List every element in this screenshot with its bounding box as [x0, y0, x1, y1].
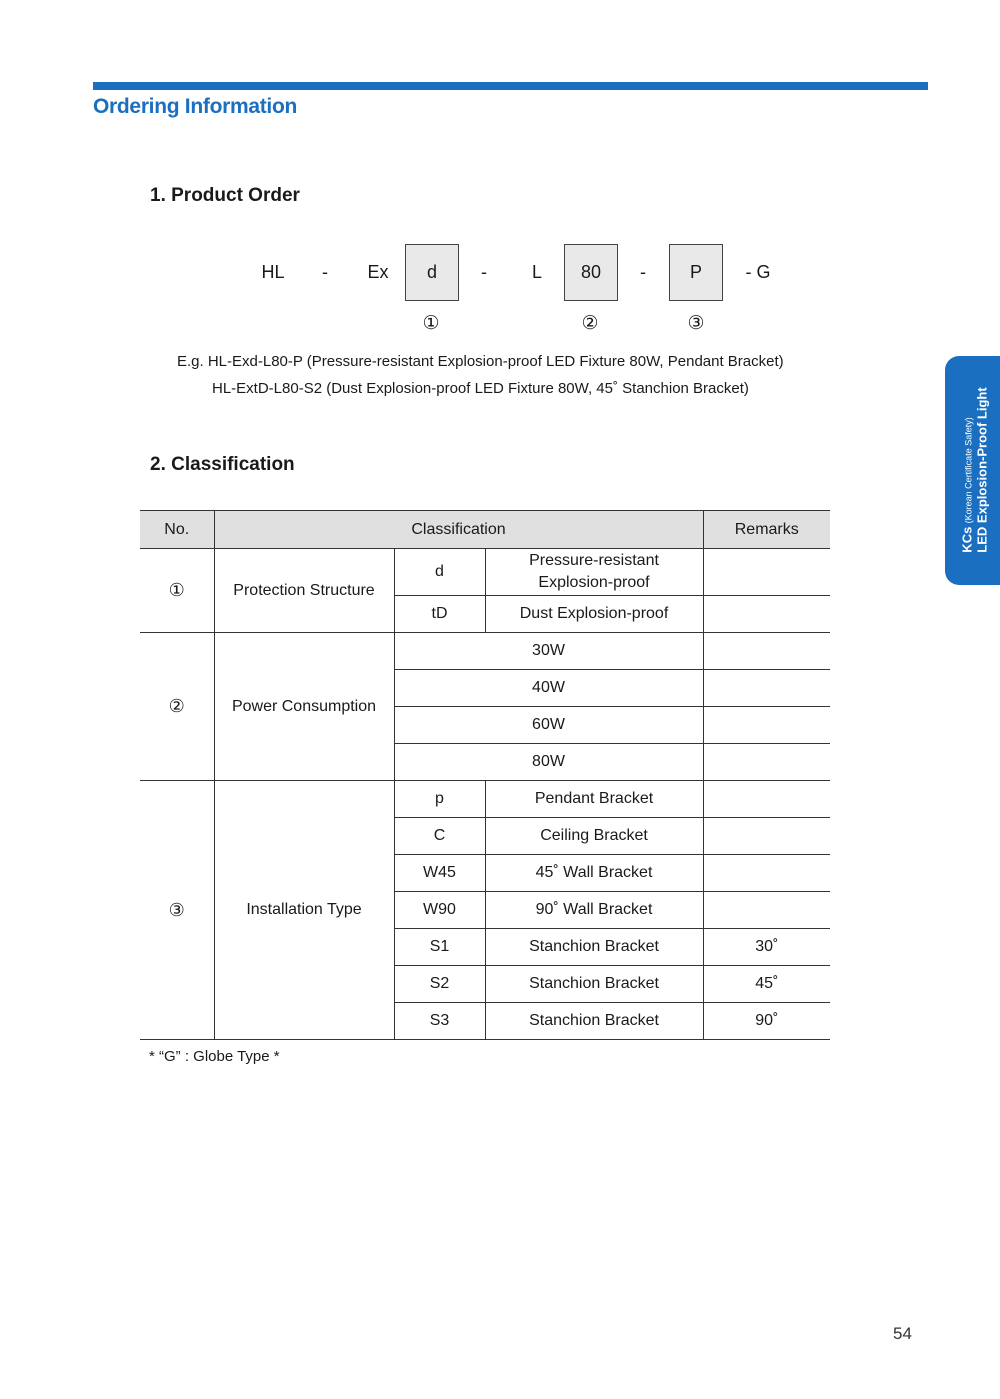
side-tab-kcs-desc: (Korean Certificate Safety) [963, 417, 974, 524]
code-part-l: L [531, 262, 542, 282]
row-desc: Dust Explosion-proof [485, 596, 703, 633]
row-remark [703, 633, 830, 670]
code-part-globe: - G [745, 262, 771, 282]
example-line-1: E.g. HL-Exd-L80-P (Pressure-resistant Explosion-proof LED Fixture 80W, Pendant Bracket) [177, 353, 784, 370]
row-desc: Stanchion Bracket [485, 929, 703, 966]
row-remark [703, 549, 830, 596]
row-desc: Pendant Bracket [485, 781, 703, 818]
code-part-ex: Ex [367, 262, 389, 282]
row-code: W45 [394, 855, 485, 892]
row-remark [703, 892, 830, 929]
table-header-row [140, 511, 830, 549]
header-classification: Classification [214, 511, 703, 549]
row-code: S3 [394, 1003, 485, 1040]
row-remark: 90˚ [703, 1003, 830, 1040]
row-remark [703, 707, 830, 744]
row-desc: Ceiling Bracket [485, 818, 703, 855]
side-tab-product: LED Explosion-Proof Light [974, 387, 990, 553]
code-dash: - [640, 262, 646, 282]
row-desc: Stanchion Bracket [485, 966, 703, 1003]
row-desc: 60W [394, 707, 703, 744]
row-desc: Stanchion Bracket [485, 1003, 703, 1040]
row-code: d [394, 549, 485, 596]
row-remark [703, 596, 830, 633]
row-desc: 30W [394, 633, 703, 670]
side-tab-label [961, 387, 990, 552]
example-line-2: HL-ExtD-L80-S2 (Dust Explosion-proof LED Fixture 80W, 45˚ Stanchion Bracket) [212, 380, 749, 397]
group-no: ① [140, 549, 214, 633]
row-code: W90 [394, 892, 485, 929]
marker-2: ② [581, 313, 599, 334]
table-row [140, 781, 830, 818]
row-desc: 40W [394, 670, 703, 707]
header-bar [93, 82, 928, 90]
row-code: S2 [394, 966, 485, 1003]
side-tab-kcs: KCs [959, 526, 975, 553]
row-code: C [394, 818, 485, 855]
row-remark: 45˚ [703, 966, 830, 1003]
row-code: p [394, 781, 485, 818]
row-code: S1 [394, 929, 485, 966]
marker-3: ③ [687, 313, 705, 334]
group-name: Installation Type [214, 781, 394, 1040]
row-desc: 45˚ Wall Bracket [485, 855, 703, 892]
code-part-hl: HL [261, 262, 285, 282]
row-remark [703, 855, 830, 892]
row-code: tD [394, 596, 485, 633]
product-code-diagram [0, 244, 1000, 301]
row-remark [703, 670, 830, 707]
code-box-power: 80 [564, 244, 618, 301]
section-heading-product-order: 1. Product Order [150, 185, 300, 206]
page-title: Ordering Information [93, 95, 298, 118]
row-desc: Pressure-resistant Explosion-proof [485, 549, 703, 596]
row-remark [703, 818, 830, 855]
code-box-installation: P [669, 244, 723, 301]
code-box-protection: d [405, 244, 459, 301]
row-desc: 80W [394, 744, 703, 781]
table-row [140, 549, 830, 596]
code-dash: - [481, 262, 487, 282]
section-heading-classification: 2. Classification [150, 454, 295, 475]
row-remark [703, 781, 830, 818]
group-no: ③ [140, 781, 214, 1040]
code-dash: - [322, 262, 328, 282]
footnote: * “G” : Globe Type * [149, 1048, 280, 1065]
row-remark: 30˚ [703, 929, 830, 966]
table-row [140, 633, 830, 670]
header-remarks: Remarks [703, 511, 830, 549]
group-name: Power Consumption [214, 633, 394, 781]
header-no: No. [140, 511, 214, 549]
marker-1: ① [422, 313, 440, 334]
classification-table [140, 510, 830, 1040]
group-name: Protection Structure [214, 549, 394, 633]
row-desc: 90˚ Wall Bracket [485, 892, 703, 929]
row-remark [703, 744, 830, 781]
page-number: 54 [893, 1324, 912, 1343]
group-no: ② [140, 633, 214, 781]
